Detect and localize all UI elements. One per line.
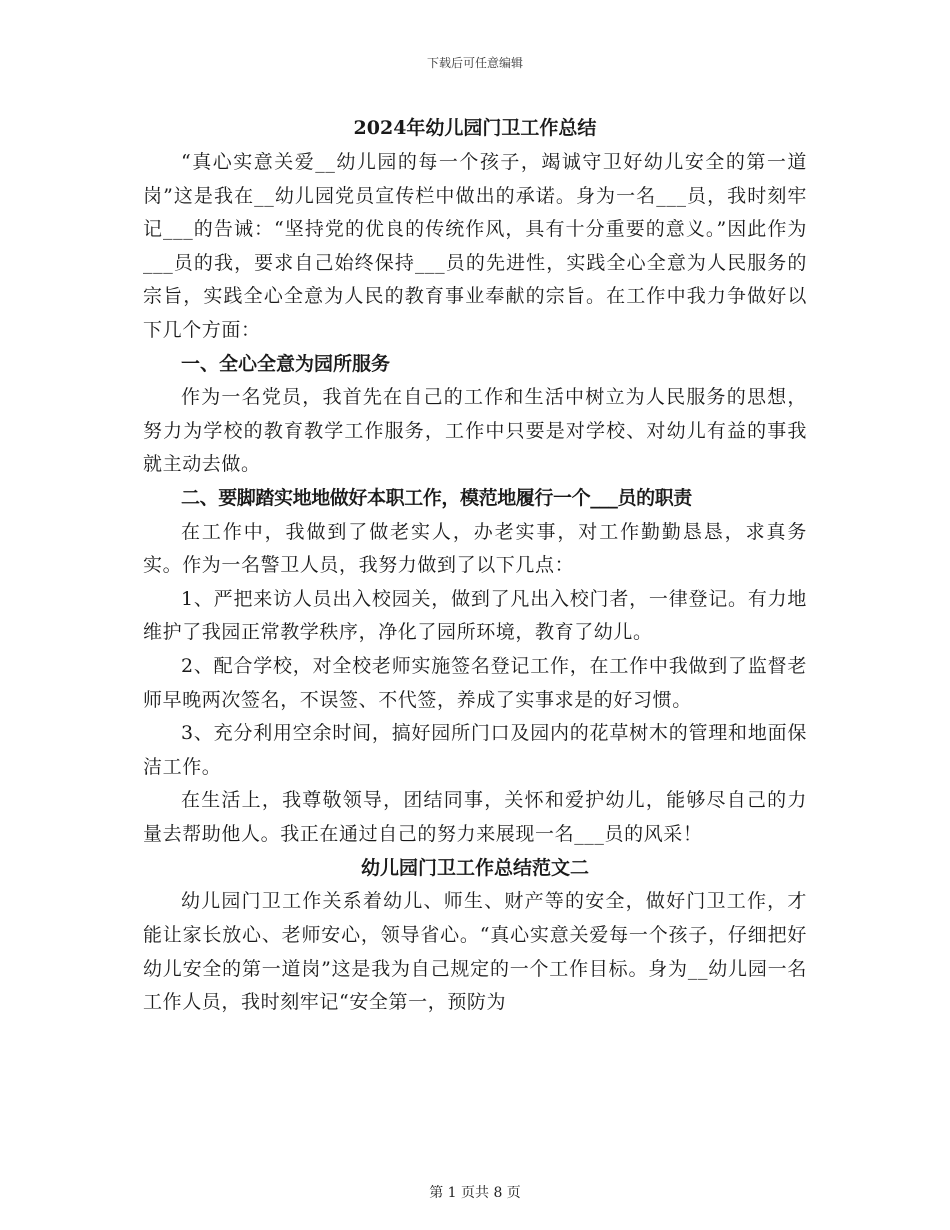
section-title-2: 幼儿园门卫工作总结范文二: [360, 857, 589, 880]
intro-paragraph: “真心实意关爱__幼儿园的每一个孩子，竭诚守卫好幼儿安全的第一道岗”这是我在__幼儿园党员宣传栏中做出的承诺。身为一名___员，我时刻牢记___的告诫：“坚持党的优良的传统作风，具有十分重要的意义。”因此作为___员的我，要求自己始终保持___员的先进性，实践全心全意为人民服务的宗旨，实践全心全意为人民的教育事业奉献的宗旨。在工作中我力争做好以下几个方面：: [143, 151, 807, 341]
paragraph-life: 在生活上，我尊敬领导，团结同事，关怀和爱护幼儿，能够尽自己的力量去帮助他人。我正在通过自己的努力来展现一名___员的风采！: [143, 789, 807, 845]
page-footer: 第 1 页共 8 页: [429, 1185, 521, 1201]
document-title: 2024年幼儿园门卫工作总结: [353, 117, 597, 139]
paragraph-second-intro: 幼儿园门卫工作关系着幼儿、师生、财产等的安全，做好门卫工作，才能让家长放心、老师安心，领导省心。“真心实意关爱每一个孩子，仔细把好幼儿安全的第一道岗”这是我为自己规定的一个工作目标。身为__幼儿园一名工作人员，我时刻牢记“安全第一，预防为: [143, 890, 807, 1014]
paragraph-1: 作为一名党员，我首先在自己的工作和生活中树立为人民服务的思想，努力为学校的教育教学工作服务，工作中只要是对学校、对幼儿有益的事我就主动去做。: [143, 386, 807, 476]
paragraph-2: 在工作中，我做到了做老实人，办老实事，对工作勤勤恳恳，求真务实。作为一名警卫人员，我努力做到了以下几点：: [143, 520, 807, 577]
page-header: 下载后可任意编辑: [426, 56, 523, 70]
document-body: [143, 112, 807, 1020]
list-item-2: 2、配合学校，对全校老师实施签名登记工作，在工作中我做到了监督老师早晚两次签名，不误签、不代签，养成了实事求是的好习惯。: [143, 654, 807, 711]
section-heading-2: 二、要脚踏实地地做好本职工作，模范地履行一个___员的职责: [181, 486, 692, 509]
section-heading-1: 一、全心全意为园所服务: [181, 352, 391, 375]
list-item-3: 3、充分利用空余时间，搞好园所门口及园内的花草树木的管理和地面保洁工作。: [143, 722, 807, 778]
list-item-1: 1、严把来访人员出入校园关，做到了凡出入校门者，一律登记。有力地维护了我园正常教学秩序，净化了园所环境，教育了幼儿。: [143, 587, 807, 644]
